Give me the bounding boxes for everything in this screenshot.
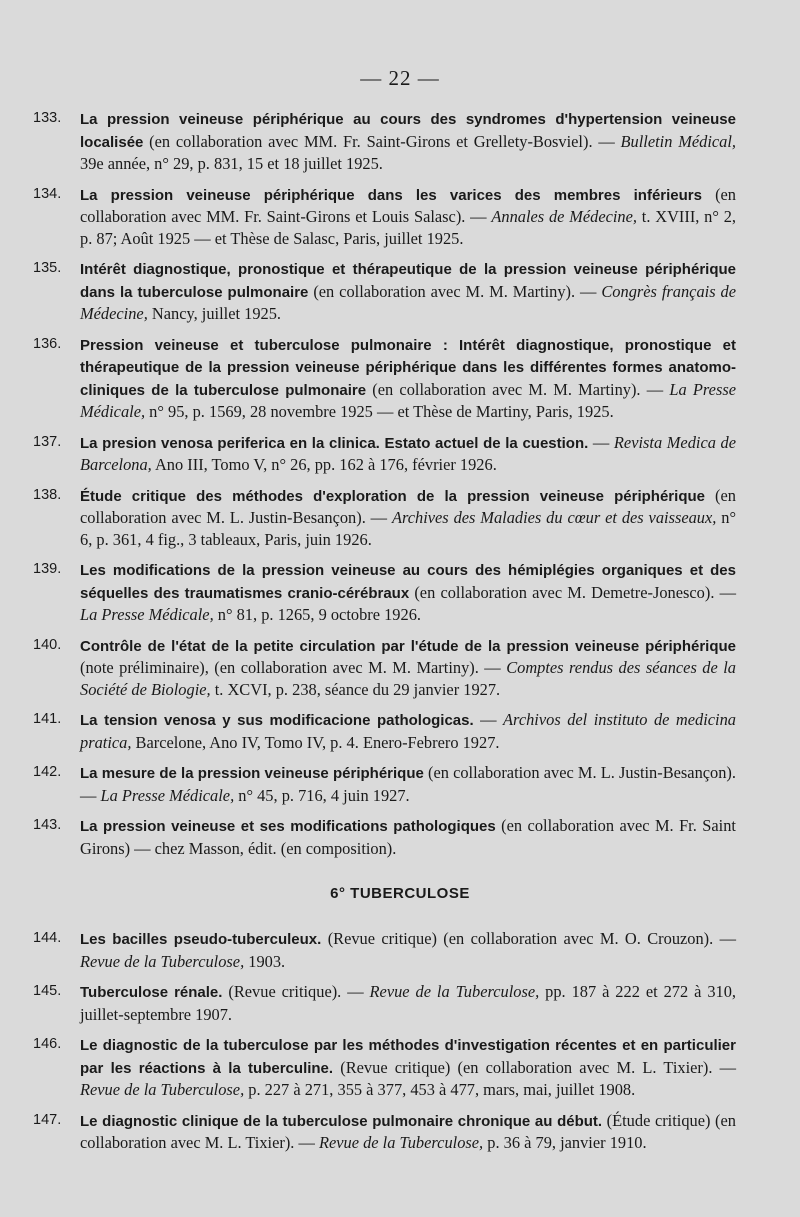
entry-collaboration: (en collaboration avec M. L. Justin-Besançon). — xyxy=(80,763,736,805)
entry-number: 137. xyxy=(33,433,62,450)
entry-number: 139. xyxy=(33,561,62,577)
bibliography-entry xyxy=(33,258,736,325)
entry-publication: Bulletin Médical, xyxy=(620,131,736,151)
entry-title: Les modifications de la pression veineuse au cours des hémiplégies organiques et des séquelles des traumatismes cranio-cérébraux xyxy=(80,562,736,602)
entry-publication: Archives des Maladies du cœur et des vaisseaux, xyxy=(391,508,717,527)
page-number: — 22 — xyxy=(360,66,440,90)
bibliography-entry xyxy=(33,485,737,551)
entry-collaboration: — xyxy=(473,710,504,729)
entry-title: La presion venosa periferica en la clinica. Estato actuel de la cuestion. xyxy=(80,434,589,452)
bibliography-entry xyxy=(33,815,736,859)
bibliography-entry xyxy=(33,108,736,175)
bibliography-list xyxy=(0,108,800,1163)
entry-collaboration: (en collaboration avec M. Demetre-Jonesco). — xyxy=(409,582,736,602)
bibliography-entry xyxy=(33,1034,736,1101)
entry-publication: Comptes rendus des séances de la Société de Biologie, xyxy=(80,658,737,699)
entry-title: La pression veineuse et ses modifications pathologiques xyxy=(80,818,496,835)
entry-reference: pp. 187 à 222 et 272 à 310, juillet-septembre 1907. xyxy=(80,982,737,1024)
entry-number: 135. xyxy=(33,260,62,276)
entry-reference: t. XVIII, n° 2, p. 87; Août 1925 — et Thèse de Salasc, Paris, juillet 1925. xyxy=(80,207,737,248)
entry-collaboration: (en collaboration avec M. L. Justin-Besançon). — xyxy=(80,485,736,527)
entry-collaboration: (en collaboration avec M. M. Martiny). — xyxy=(366,379,670,399)
entry-title: Les bacilles pseudo-tuberculeux. xyxy=(80,931,322,948)
entry-collaboration: (Revue critique) (en collaboration avec M. L. Tixier). — xyxy=(333,1057,736,1077)
entry-collaboration: (note préliminaire), (en collaboration avec M. M. Martiny). — xyxy=(80,658,507,677)
bibliography-entry xyxy=(33,1110,736,1154)
bibliography-entry xyxy=(33,184,737,250)
entry-number: 147. xyxy=(33,1111,62,1128)
entry-reference: 39e année, n° 29, p. 831, 15 et 18 juillet 1925. xyxy=(80,154,383,173)
bibliography-group-circulation xyxy=(0,108,800,859)
entry-reference: 1903. xyxy=(244,951,286,971)
entry-collaboration: — xyxy=(588,432,614,452)
bibliography-group-tuberculose xyxy=(0,928,800,1154)
bibliography-entry xyxy=(33,334,736,423)
entry-number: 146. xyxy=(33,1036,62,1052)
entry-title: Pression veineuse et tuberculose pulmonaire : Intérêt diagnostique, pronostique et thérapeutique de la pression veineuse périphérique dans les différentes formes anatomo-cliniques de la tuberculose pulmonaire xyxy=(80,336,736,399)
bibliography-entry xyxy=(33,709,736,753)
entry-number: 140. xyxy=(33,636,62,653)
entry-reference: n° 81, p. 1265, 9 octobre 1926. xyxy=(213,605,421,624)
bibliography-entry xyxy=(33,762,736,806)
entry-number: 134. xyxy=(33,185,62,202)
entry-publication: Congrès français de Médecine, xyxy=(80,281,736,323)
entry-number: 141. xyxy=(33,711,62,727)
bibliography-entry xyxy=(33,635,737,701)
bibliography-entry xyxy=(33,981,737,1025)
entry-reference: n° 95, p. 1569, 28 novembre 1925 — et Thèse de Martiny, Paris, 1925. xyxy=(145,402,614,421)
entry-publication: La Presse Médicale, xyxy=(80,379,736,421)
entry-publication: Revista Medica de Barcelona, xyxy=(80,432,736,474)
entry-number: 138. xyxy=(33,486,62,503)
entry-number: 136. xyxy=(33,335,62,352)
entry-publication: Revue de la Tuberculose, xyxy=(80,951,245,971)
entry-reference: Ano III, Tomo V, n° 26, pp. 162 à 176, février 1926. xyxy=(151,455,497,474)
entry-reference: Nancy, juillet 1925. xyxy=(147,304,282,323)
section-heading: 6° TUBERCULOSE xyxy=(330,885,470,902)
entry-reference: n° 6, p. 361, 4 fig., 3 tableaux, Paris, juin 1926. xyxy=(80,508,737,549)
entry-publication: Annales de Médecine, xyxy=(491,207,638,226)
entry-collaboration: (en collaboration avec MM. Fr. Saint-Girons et Grellety-Bosviel). — xyxy=(143,131,621,151)
entry-reference: p. 227 à 271, 355 à 377, 453 à 477, mars, mai, juillet 1908. xyxy=(244,1080,636,1099)
entry-number: 133. xyxy=(33,110,62,126)
entry-publication: Revue de la Tuberculose, xyxy=(369,982,540,1001)
entry-title: Tuberculose rénale. xyxy=(80,984,223,1001)
entry-number: 142. xyxy=(33,764,62,780)
entry-reference: n° 45, p. 716, 4 juin 1927. xyxy=(234,785,410,805)
entry-number: 145. xyxy=(33,983,62,999)
entry-collaboration: (en collaboration avec MM. Fr. Saint-Girons et Louis Salasc). — xyxy=(80,184,736,226)
bibliography-entry xyxy=(33,928,737,972)
entry-number: 144. xyxy=(33,930,62,946)
entry-title: Le diagnostic de la tuberculose par les méthodes d'investigation récentes et en particulier par les réactions à la tuberculine. xyxy=(80,1037,736,1077)
entry-title: La tension venosa y sus modificacione pathologicas. xyxy=(80,712,474,729)
entry-publication: Archivos del instituto de medicina pratica, xyxy=(80,710,736,752)
entry-reference: Barcelone, Ano IV, Tomo IV, p. 4. Enero-Febrero 1927. xyxy=(131,732,500,752)
entry-title: La pression veineuse périphérique au cours des syndromes d'hypertension veineuse localisée xyxy=(80,111,736,151)
entry-title: Le diagnostic clinique de la tuberculose pulmonaire chronique au début. xyxy=(80,1112,603,1130)
entry-collaboration: (en collaboration avec M. Fr. Saint Girons) — chez Masson, édit. (en composition). xyxy=(80,816,736,858)
entry-number: 143. xyxy=(33,817,62,833)
entry-title: La pression veineuse périphérique dans les varices des membres inférieurs xyxy=(80,186,702,204)
entry-publication: Revue de la Tuberculose, xyxy=(80,1080,245,1099)
entry-title: Intérêt diagnostique, pronostique et thérapeutique de la pression veineuse périphérique dans la tuberculose pulmonaire xyxy=(80,261,736,301)
entry-reference: t. XCVI, p. 238, séance du 29 janvier 1927. xyxy=(210,679,501,699)
entry-publication: La Presse Médicale, xyxy=(100,785,235,805)
bibliography-entry xyxy=(33,432,736,476)
entry-publication: Revue de la Tuberculose, xyxy=(318,1133,484,1152)
entry-publication: La Presse Médicale, xyxy=(80,605,214,624)
entry-reference: p. 36 à 79, janvier 1910. xyxy=(483,1133,647,1152)
entry-collaboration: (Revue critique). — xyxy=(222,982,370,1001)
entry-title: Étude critique des méthodes d'exploration de la pression veineuse périphérique xyxy=(80,487,705,505)
entry-collaboration: (en collaboration avec M. M. Martiny). — xyxy=(308,281,602,301)
bibliography-entry xyxy=(33,559,736,626)
entry-collaboration: (Étude critique) (en collaboration avec M. L. Tixier). — xyxy=(80,1110,736,1152)
entry-collaboration: (Revue critique) (en collaboration avec M. O. Crouzon). — xyxy=(321,929,737,948)
entry-title: Contrôle de l'état de la petite circulation par l'étude de la pression veineuse périphérique xyxy=(80,637,736,655)
entry-title: La mesure de la pression veineuse périphérique xyxy=(80,765,424,782)
